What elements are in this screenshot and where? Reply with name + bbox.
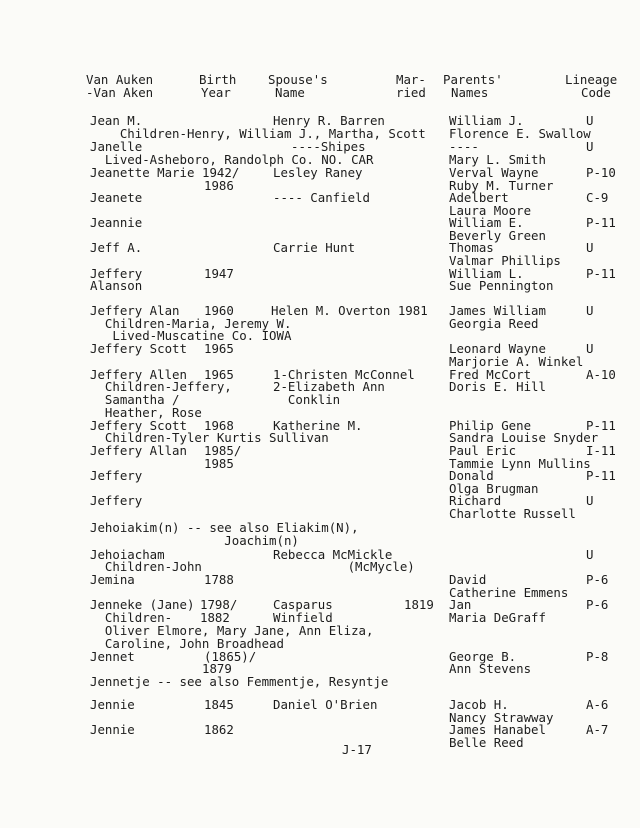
entry-name: Children-Jeffery, [90,379,232,394]
entry-married: 1819 [404,597,434,612]
entry-code: U [586,547,594,562]
entry-spouse: Katherine M. [273,418,363,433]
entry-name: Caroline, John Broadhead [90,636,284,651]
entry-parents: Sue Pennington [449,278,554,293]
header-parents-line2: Names [451,85,489,100]
entry-name: Jennet [90,649,135,664]
entry-parents: Charlotte Russell [449,506,576,521]
entry-birth: 1968 [204,418,234,433]
entry-name: Jennie [90,722,135,737]
header-birth-line1: Birth [199,72,237,87]
entry-parents: William J. [449,113,524,128]
entry-parents: Ruby M. Turner [449,178,554,193]
entry-name: Alanson [90,278,143,293]
header-birth-line2: Year [201,85,231,100]
entry-name: Lived-Asheboro, Randolph Co. NO. CAR [90,152,374,167]
header-parents-line1: Parents' [443,72,503,87]
entry-parents: Leonard Wayne [449,341,546,356]
entry-code: U [586,240,594,255]
entry-name: Jehoiakim(n) -- see also Eliakim(N), [90,520,359,535]
entry-name: Jeffery [90,266,143,281]
entry-spouse: 2-Elizabeth Ann [273,379,385,394]
entry-name: Oliver Elmore, Mary Jane, Ann Eliza, [90,623,374,638]
entry-name: Jeffery Alan [90,303,180,318]
entry-birth: 1985 [204,456,234,471]
entry-name: Jeffery [90,468,143,483]
entry-parents: Catherine Emmens [449,585,569,600]
entry-spouse: Carrie Hunt [273,240,356,255]
entry-name: Children- [90,610,173,625]
entry-parents: Nancy Strawway [449,710,554,725]
entry-code: A-6 [586,697,609,712]
header-married-line1: Mar- [396,72,426,87]
entry-name: Jeannie [90,215,143,230]
entry-spouse: Lesley Raney [273,165,363,180]
entry-parents: Doris E. Hill [449,379,546,394]
entry-parents: Beverly Green [449,228,546,243]
entry-parents: James William [449,303,546,318]
entry-name: Jehoiacham [90,547,165,562]
entry-spouse: Conklin [273,392,341,407]
entry-name: Joachim(n) [90,533,299,548]
header-lineage-line1: Lineage [565,72,618,87]
entry-parents: Olga Brugman [449,481,539,496]
entry-code: U [586,493,594,508]
entry-name: Jeff A. [90,240,143,255]
header-name-line2: -Van Aken [86,85,154,100]
entry-code: P-6 [586,597,609,612]
entry-name: Jeffery Allan [90,443,187,458]
entry-name: Janelle [90,139,143,154]
entry-parents: Sandra Louise Snyder [449,430,599,445]
entry-parents: Valmar Phillips [449,253,561,268]
entry-birth: 1942/ [202,165,240,180]
entry-parents: Jan [449,597,472,612]
entry-name: Jemina [90,572,135,587]
entry-birth: 1947 [204,266,234,281]
entry-birth: 1845 [204,697,234,712]
entry-spouse: Casparus [273,597,333,612]
entry-name: Jeanette Marie [90,165,195,180]
entry-parents: William E. [449,215,524,230]
entry-name: Children-Maria, Jeremy W. [90,316,292,331]
entry-birth: 1882 [200,610,230,625]
entry-spouse: Rebecca McMickle [273,547,393,562]
entry-code: P-6 [586,572,609,587]
entry-parents: Ann Stevens [449,661,532,676]
entry-code: A-7 [586,722,609,737]
entry-parents: Adelbert [449,190,509,205]
entry-code: P-11 [586,418,616,433]
entry-birth: 1788 [204,572,234,587]
entry-name: Children-Henry, William J., Martha, Scott [90,126,426,141]
entry-code: U [586,113,594,128]
header-lineage-line2: Code [581,85,611,100]
entry-code: P-11 [586,266,616,281]
entry-parents: Jacob H. [449,697,509,712]
entry-name: Heather, Rose [90,405,202,420]
entry-name: Samantha / [90,392,180,407]
entry-parents: William L. [449,266,524,281]
entry-name: Jenneke (Jane) [90,597,195,612]
entry-parents: Florence E. Swallow [449,126,591,141]
entry-code: P-10 [586,165,616,180]
entry-birth: 1862 [204,722,234,737]
entry-parents: Philip Gene [449,418,532,433]
entry-name: Jeffery [90,493,143,508]
entry-birth: 1798/ [200,597,238,612]
entry-parents: Paul Eric [449,443,517,458]
entry-birth: 1985/ [204,443,242,458]
entry-name: Children-John [90,559,202,574]
entry-parents: ---- [449,139,479,154]
entry-name: Jennetje -- see also Femmentje, Resyntje [90,674,389,689]
entry-name: Lived-Muscatine Co. IOWA [90,328,292,343]
entry-birth: (1865)/ [204,649,257,664]
entry-parents: Maria DeGraff [449,610,546,625]
entry-name: Children-Tyler Kurtis Sullivan [90,430,329,445]
entry-code: P-8 [586,649,609,664]
entry-code: U [586,139,594,154]
entry-parents: Thomas [449,240,494,255]
header-spouse-line1: Spouse's [268,72,328,87]
entry-spouse: ----Shipes [291,139,366,154]
entry-code: U [586,341,594,356]
entry-parents: Fred McCort [449,367,532,382]
entry-name: Jean M. [90,113,143,128]
page-number: J-17 [342,742,372,757]
entry-code: A-10 [586,367,616,382]
entry-spouse: Daniel O'Brien [273,697,378,712]
header-name-line1: Van Auken [86,72,154,87]
entry-birth: 1960 [204,303,234,318]
entry-birth: 1965 [204,341,234,356]
entry-parents: Tammie Lynn Mullins [449,456,591,471]
entry-spouse: Winfield [273,610,333,625]
entry-parents: George B. [449,649,517,664]
header-spouse-line2: Name [275,85,305,100]
entry-parents: Belle Reed [449,735,524,750]
entry-name: Jeffery Scott [90,418,187,433]
entry-name: Jennie [90,697,135,712]
entry-parents: David [449,572,487,587]
entry-birth: 1965 [204,367,234,382]
entry-code: C-9 [586,190,609,205]
entry-code: P-11 [586,468,616,483]
entry-spouse: ---- Canfield [273,190,370,205]
entry-name: Jeffery Allen [90,367,187,382]
entry-parents: Georgia Reed [449,316,539,331]
entry-name: Jeffery Scott [90,341,187,356]
entry-name: Jeanete [90,190,143,205]
entry-parents: Mary L. Smith [449,152,546,167]
entry-birth: 1986 [204,178,234,193]
entry-spouse: Henry R. Barren [273,113,385,128]
entry-spouse: (McMycle) [273,559,415,574]
entry-parents: Donald [449,468,494,483]
entry-parents: Richard [449,493,502,508]
entry-code: U [586,303,594,318]
entry-spouse: Helen M. Overton 1981 [271,303,428,318]
entry-spouse: 1-Christen McConnel [273,367,415,382]
entry-parents: Marjorie A. Winkel [449,354,584,369]
entry-parents: Laura Moore [449,203,532,218]
entry-parents: Verval Wayne [449,165,539,180]
entry-code: I-11 [586,443,616,458]
entry-parents: James Hanabel [449,722,546,737]
entry-code: P-11 [586,215,616,230]
header-married-line2: ried [396,85,426,100]
entry-birth: 1879 [202,661,232,676]
